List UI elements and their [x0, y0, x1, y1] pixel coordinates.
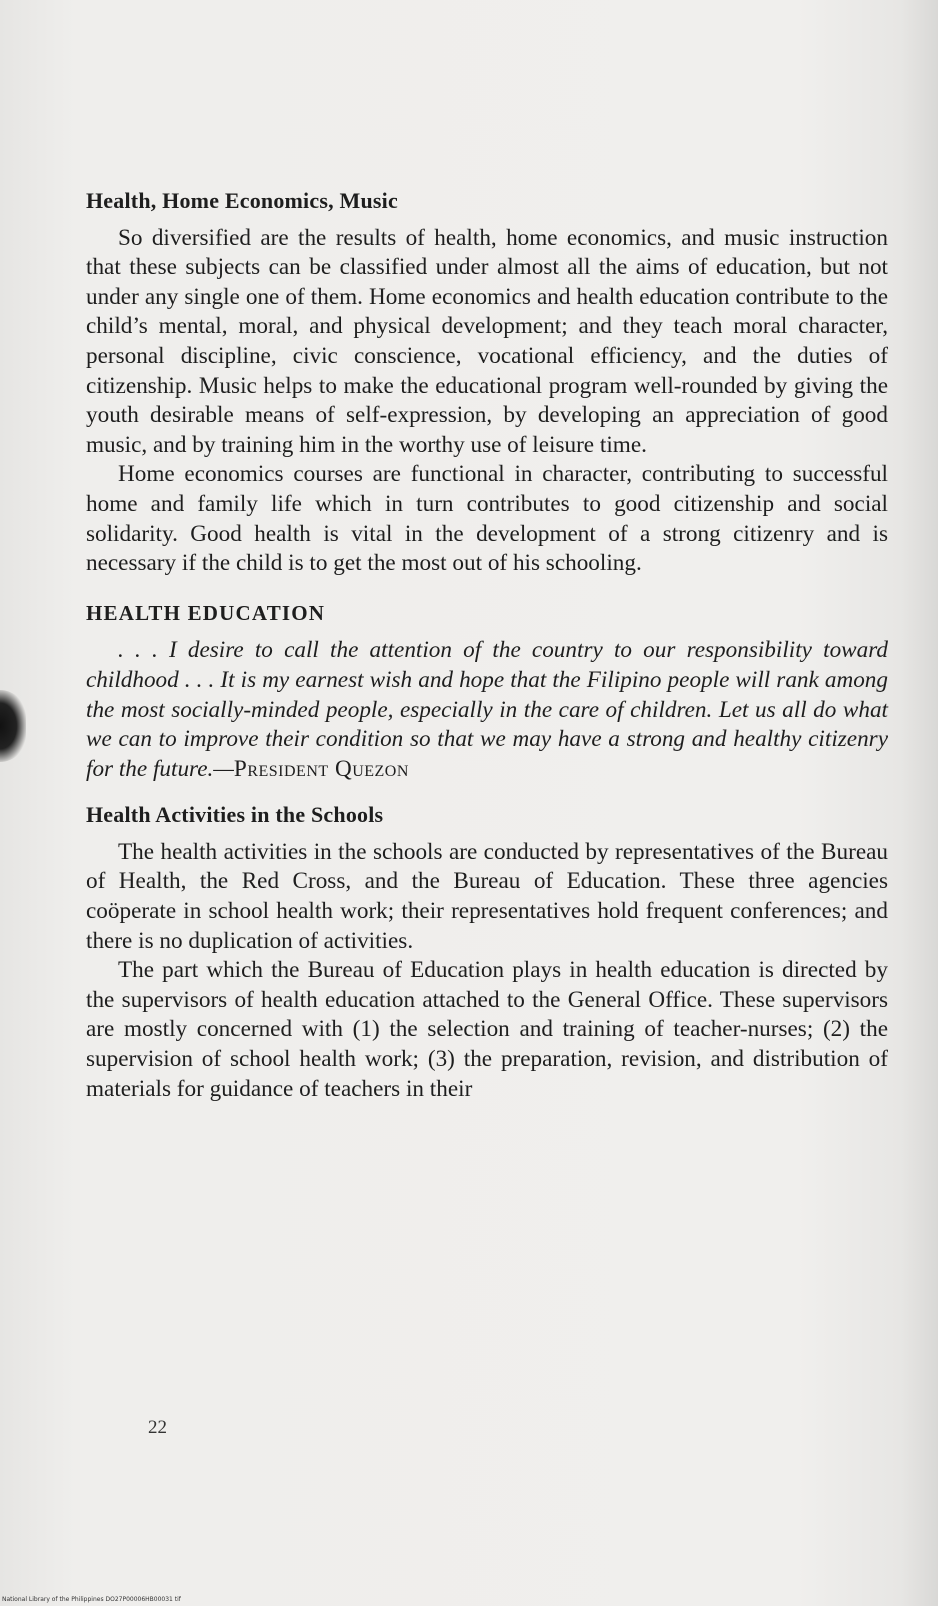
section-heading-health-activities: Health Activities in the Schools: [86, 802, 384, 828]
text-block: [86, 186, 888, 1104]
paragraph: Home economics courses are functional in character, contributing to successful home and family life which in turn contributes to good citizenship and social solidarity. Good health is vital in the development of a strong citizenry and is necessary if the child is to get the most out of his schooling.: [86, 461, 888, 577]
paragraph: So diversified are the results of health, home economics, and music instruction that these subjects can be classified under almost all the aims of education, but not under any single one of them. Home economics and health education contribute to the child’s mental, moral, and physical development; and they teach moral character, personal discipline, civic conscience, vocational efficiency, and the duties of citizenship. Music helps to make the educational program well-rounded by giving the youth desirable means of self-expression, by developing an appreciation of good music, and by training him in the worthy use of leisure time.: [86, 224, 888, 458]
section-heading-health-home-economics-music: Health, Home Economics, Music: [86, 188, 398, 213]
scan-smudge: [0, 690, 26, 762]
paragraph: The health activities in the schools are conducted by representatives of the Bureau of Health, the Red Cross, and the Bureau of Education. These three agencies coöperate in school health work; their representatives hold frequent conferences; and there is no duplication of activities.: [86, 838, 888, 954]
quote-paragraph: [86, 636, 888, 784]
scan-caption: National Library of the Philippines DO27P00006HB00031 tif: [2, 1596, 181, 1603]
quote-text: . . . I desire to call the attention of the country to our responsibility toward childhood . . . It is my earnest wish and hope that the Filipino people will rank among the most socially-minded people, especially in the care of children. Let us all do what we can to improve their condition so that we may have a strong and healthy citizenry for the future.—: [86, 637, 888, 782]
page-number: 22: [148, 1417, 167, 1438]
section-heading-health-education: HEALTH EDUCATION: [86, 600, 326, 625]
paragraph: The part which the Bureau of Education plays in health education is directed by the supervisors of health education attached to the General Office. These supervisors are mostly concerned with (1) the selection and training of teacher-nurses; (2) the supervision of school health work; (3) the preparation, revision, and distribution of materials for guidance of teachers in their: [86, 957, 888, 1102]
quote-author: President Quezon: [233, 755, 409, 782]
